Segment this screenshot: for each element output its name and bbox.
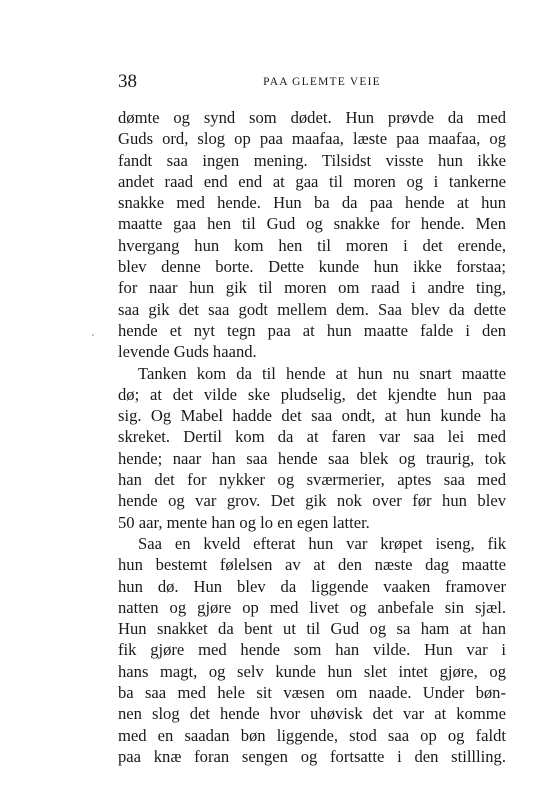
- text-line: Tanken kom da til hende at hun nu snart maatte: [138, 363, 506, 383]
- running-head: [118, 72, 506, 92]
- text-line: Saa en kveld efterat hun var krøpet iseng, fik: [138, 533, 506, 553]
- text-line: Guds ord, slog op paa maafaa, læste paa maafaa, og: [118, 129, 506, 149]
- text-line: fandt saa ingen mening. Tilsidst visste hun ikke: [118, 150, 506, 170]
- text-line: hun dø. Hun blev da liggende vaaken framover: [118, 576, 506, 596]
- text-line: hende og var grov. Det gik nok over før hun blev: [118, 491, 506, 511]
- text-line: hende; naar han saa hende saa blek og traurig, tok: [118, 448, 506, 468]
- text-line: hun bestemt følelsen av at den næste dag maatte: [118, 555, 506, 575]
- text-line: natten og gjøre op med livet og anbefale sin sjæl.: [118, 597, 506, 617]
- text-line: hans magt, og selv kunde hun slet intet gjøre, og: [118, 661, 506, 681]
- text-line: hende et nyt tegn paa at hun maatte falde i den: [118, 320, 506, 340]
- text-line: maatte gaa hen til Gud og snakke for hende. Men: [118, 214, 506, 234]
- text-line: Hun snakket da bent ut til Gud og sa ham at han: [118, 619, 506, 639]
- text-line: for naar hun gik til moren om raad i andre ting,: [118, 278, 506, 298]
- text-line: hvergang hun kom hen til moren i det erende,: [118, 235, 506, 255]
- paragraph-3: [118, 533, 506, 767]
- text-line: han det for nykker og sværmerier, aptes saa med: [118, 470, 506, 490]
- text-line: dø; at det vilde ske pludselig, det kjendte hun paa: [118, 384, 506, 404]
- text-line: saa gik det saa godt mellem dem. Saa blev da dette: [118, 299, 506, 319]
- body-text: [118, 107, 506, 767]
- page-number: 38: [118, 71, 137, 92]
- text-line: sig. Og Mabel hadde det saa ondt, at hun kunde ha: [118, 406, 506, 426]
- text-line: blev denne borte. Dette kunde hun ikke forstaa;: [118, 257, 506, 277]
- text-line: ba saa med hele sit væsen om naade. Under bøn-: [118, 683, 506, 703]
- paragraph-1: [118, 107, 506, 363]
- text-line: snakke med hende. Hun ba da paa hende at hun: [118, 193, 506, 213]
- text-line: 50 aar, mente han og lo en egen latter.: [118, 512, 370, 532]
- text-line: paa knæ foran sengen og fortsatte i den stillling.: [118, 746, 506, 766]
- text-line: levende Guds haand.: [118, 342, 257, 362]
- text-line: nen slog det hende hvor uhøvisk det var at komme: [118, 704, 506, 724]
- text-line: fik gjøre med hende som han vilde. Hun var i: [118, 640, 506, 660]
- text-line: dømte og synd som dødet. Hun prøvde da med: [118, 108, 506, 127]
- margin-speck: [92, 334, 94, 336]
- text-line: med en saadan bøn liggende, stod saa op og faldt: [118, 725, 506, 745]
- text-line: skreket. Dertil kom da at faren var saa lei med: [118, 427, 506, 447]
- running-title: PAA GLEMTE VEIE: [263, 76, 381, 88]
- text-line: andet raad end end at gaa til moren og i tankerne: [118, 171, 506, 191]
- paragraph-2: [118, 363, 506, 533]
